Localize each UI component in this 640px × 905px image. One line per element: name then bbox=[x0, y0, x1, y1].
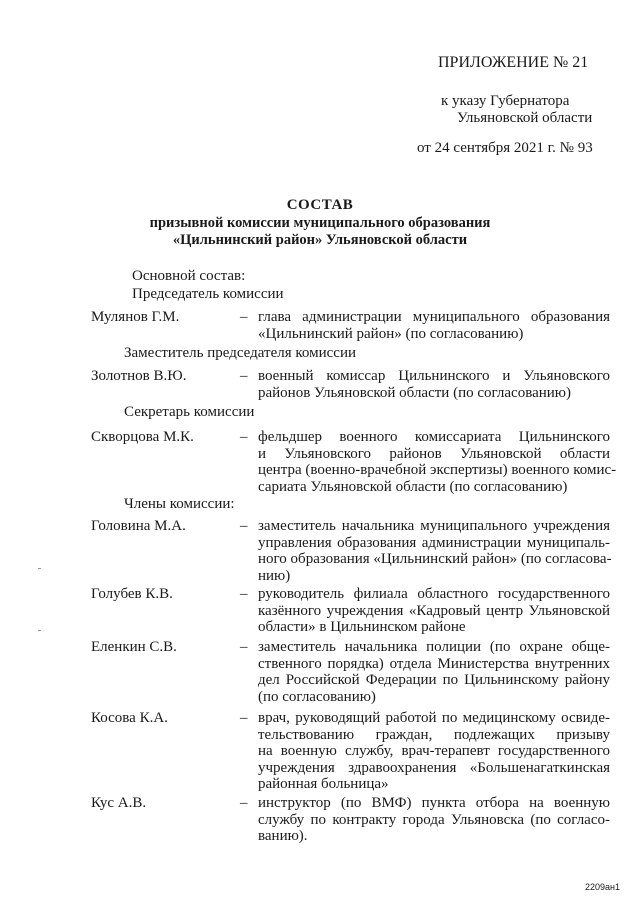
position-line: фельдшер военного комиссариата Цильнинского bbox=[258, 429, 610, 445]
member-position bbox=[258, 429, 617, 495]
position-line: военный комиссар Цильнинского и Ульяновского bbox=[258, 368, 610, 384]
position-line: «Цильнинский район» (по согласованию) bbox=[258, 325, 524, 342]
position-line: сариата Ульяновской области (по согласованию) bbox=[258, 478, 568, 495]
position-line: центра (военно-врачебной экспертизы) военного комис- bbox=[258, 462, 617, 478]
scan-speck bbox=[38, 568, 41, 569]
section-chairman: Председатель комиссии bbox=[132, 286, 284, 302]
position-line: тельствованию граждан, подлежащих призыву bbox=[258, 726, 610, 743]
member-position bbox=[258, 368, 610, 401]
position-line: на военную службу, врач-терапевт государственного bbox=[258, 743, 610, 759]
decree-date: от 24 сентября 2021 г. № 93 bbox=[417, 140, 593, 156]
dash-separator: – bbox=[240, 710, 248, 726]
member-name: Еленкин С.В. bbox=[91, 639, 177, 655]
position-line: (по согласованию) bbox=[258, 688, 376, 705]
position-line: глава администрации муниципального образования bbox=[258, 309, 610, 325]
dash-separator: – bbox=[240, 429, 248, 445]
position-line: ного образования «Цильнинский район» (по согласова- bbox=[258, 551, 612, 567]
position-line: учреждения здравоохранения «Большенагаткинская bbox=[258, 759, 610, 776]
member-name: Косова К.А. bbox=[91, 710, 168, 726]
member-position bbox=[258, 710, 610, 793]
position-line: районов Ульяновской области (по согласованию) bbox=[258, 384, 571, 401]
member-position bbox=[258, 518, 610, 584]
member-name: Голубев К.В. bbox=[91, 586, 173, 602]
position-line: службу по контракту города Ульяновска (по согласо- bbox=[258, 811, 610, 828]
member-name: Мулянов Г.М. bbox=[91, 309, 180, 325]
position-line: ванию). bbox=[258, 828, 308, 844]
position-line: казённого учреждения «Кадровый центр Ульяновской bbox=[258, 602, 610, 619]
dash-separator: – bbox=[240, 309, 248, 325]
dash-separator: – bbox=[240, 639, 248, 655]
dash-separator: – bbox=[240, 368, 248, 384]
position-line: инструктор (по ВМФ) пункта отбора на военную bbox=[258, 795, 610, 811]
document-subtitle-line1: призывной комиссии муниципального образования bbox=[149, 215, 491, 231]
section-members: Члены комиссии: bbox=[124, 496, 235, 512]
position-line: дел Российской Федерации по Цильнинскому району bbox=[258, 672, 610, 688]
scan-speck bbox=[38, 630, 41, 631]
appendix-number: ПРИЛОЖЕНИЕ № 21 bbox=[438, 54, 589, 71]
position-line: и Ульяновского районов Ульяновской области bbox=[258, 445, 610, 462]
document-title: СОСТАВ bbox=[286, 197, 354, 213]
member-position bbox=[258, 309, 610, 342]
dash-separator: – bbox=[240, 586, 248, 602]
section-main-staff: Основной состав: bbox=[132, 268, 246, 284]
member-name: Золотнов В.Ю. bbox=[91, 368, 187, 384]
position-line: нию) bbox=[258, 567, 291, 584]
position-line: области» в Цильнинском районе bbox=[258, 619, 466, 635]
decree-reference-line1: к указу Губернатора bbox=[441, 93, 570, 109]
member-position bbox=[258, 586, 610, 636]
position-line: врач, руководящий работой по медицинскому освиде- bbox=[258, 710, 610, 726]
position-line: руководитель филиала областного государственного bbox=[258, 586, 610, 602]
member-name: Головина М.А. bbox=[91, 518, 186, 534]
position-line: заместитель начальника муниципального учреждения bbox=[258, 518, 610, 534]
dash-separator: – bbox=[240, 518, 248, 534]
position-line: заместитель начальника полиции (по охране обще- bbox=[258, 639, 610, 655]
position-line: ственного порядка) отдела Министерства внутренних bbox=[258, 655, 610, 672]
member-name: Кус А.В. bbox=[91, 795, 147, 811]
document-code: 2209ан1 bbox=[585, 882, 621, 892]
position-line: управления образования администрации муниципаль- bbox=[258, 534, 610, 551]
section-secretary: Секретарь комиссии bbox=[124, 404, 255, 420]
section-deputy: Заместитель председателя комиссии bbox=[124, 345, 357, 361]
document-subtitle-line2: «Цильнинский район» Ульяновской области bbox=[172, 232, 468, 248]
position-line: районная больница» bbox=[258, 776, 389, 792]
member-position bbox=[258, 795, 610, 845]
decree-reference-line2: Ульяновской области bbox=[457, 110, 593, 126]
member-position bbox=[258, 639, 610, 705]
dash-separator: – bbox=[240, 795, 248, 811]
member-name: Скворцова М.К. bbox=[91, 429, 194, 445]
